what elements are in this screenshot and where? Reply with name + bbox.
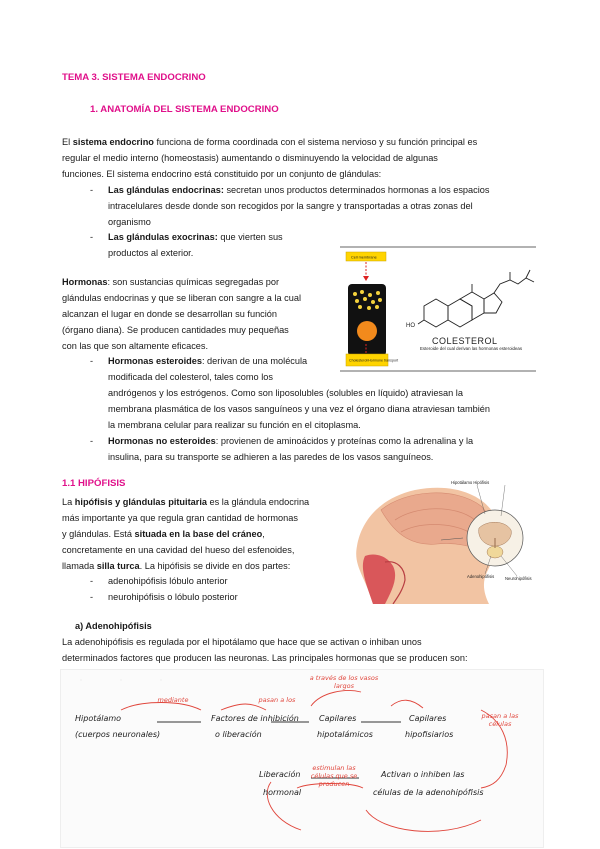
bullet-adeno: adenohipófisis lóbulo anterior <box>108 576 228 586</box>
bullet-endocrinas <box>108 182 518 230</box>
text-line: funciones. El sistema endocrino está constituido por un conjunto de glándulas: <box>62 169 382 179</box>
notes-arrows <box>61 670 545 849</box>
bullet-dash: - <box>90 436 94 446</box>
text-line: glándulas endocrinas y que se liberan con sangre a la cual <box>62 293 302 303</box>
text-line: andrógenos y los estrógenos. Como son liposolubles (solubles en líquido) atraviesan la <box>108 388 463 398</box>
text-line: regular el medio interno (homeostasis) aumentando o disminuyendo la velocidad de algunas <box>62 153 438 163</box>
text-line: alcanzan el lugar en donde se desarrollan su función <box>62 309 278 319</box>
bullet-dash: - <box>90 232 94 242</box>
note-hipotalamo: Hipotálamo <box>75 714 122 723</box>
text: secretan unos productos determinados hormonas a los espacios <box>223 185 490 195</box>
head-label-left: Adenohipófisis <box>467 574 495 579</box>
text-line: (órgano diana). Se producen cantidades muy pequeñas <box>62 325 289 335</box>
note-hipotalamo-sub: (cuerpos neuronales) <box>75 730 161 739</box>
bullet-no-esteroides <box>108 433 528 465</box>
note-activan: Activan o inhiben las <box>381 770 465 779</box>
hormonas-paragraph <box>62 274 342 354</box>
text: funciona de forma coordinada con el sistema nervioso y su función principal es <box>153 137 478 147</box>
head-figure <box>345 476 541 604</box>
ho-label: HO <box>406 323 415 329</box>
bullet-dash: - <box>90 185 94 195</box>
text-line: más importante ya que regula gran cantidad de hormonas <box>62 513 298 523</box>
note-mediante: mediante <box>157 696 189 704</box>
text: : derivan de una molécula <box>201 356 308 366</box>
text-bold: situada en la base del cráneo <box>134 529 263 539</box>
note-pasan2: pasan a las células <box>481 712 519 728</box>
note-capilares1-sub: hipotalámicos <box>317 730 373 739</box>
text: , <box>262 529 265 539</box>
text: llamada <box>62 561 97 571</box>
note-factores-sub: o liberación <box>215 730 262 739</box>
handwritten-notes <box>60 669 544 848</box>
colesterol-caption: Esteroide del cual derivan las hormonas esteroideas <box>420 346 523 351</box>
text-bold: Las glándulas endocrinas: <box>108 185 224 195</box>
bullet-dash: - <box>90 576 94 586</box>
hipofisis-paragraph <box>62 494 352 574</box>
text: . La hipófisis se divide en dos partes: <box>139 561 291 571</box>
text-bold: hipófisis y glándulas pituitaria <box>74 497 207 507</box>
doc-title: TEMA 3. SISTEMA ENDOCRINO <box>62 72 206 83</box>
note-estimulan: estimulan las células que se producen <box>310 764 358 788</box>
note-liberacion: Liberación <box>259 770 301 779</box>
text-line: con las que son altamente eficaces. <box>62 341 209 351</box>
text-line: insulina, para su transporte se adhieren a las paredes de los vasos sanguíneos. <box>108 452 434 462</box>
text-bold: Hormonas esteroides <box>108 356 202 366</box>
note-pasan: pasan a los <box>258 696 296 704</box>
intro-paragraph <box>62 134 542 182</box>
head-label-right: Neurohipófisis <box>505 576 532 581</box>
head-label-top: Hipotálamo Hipófisis <box>451 480 490 485</box>
text-bold: silla turca <box>96 561 140 571</box>
hipofisis-heading: 1.1 HIPÓFISIS <box>62 478 126 489</box>
bullet-exocrinas <box>108 229 328 261</box>
text-line: determinados factores que producen las neuronas. Las principales hormonas que se producen son: <box>62 653 468 663</box>
text-line: La adenohipófisis es regulada por el hipotálamo que hace que se activan o inhiban unos <box>62 637 422 647</box>
adeno-heading: a) Adenohipófisis <box>75 621 152 631</box>
text: El <box>62 137 73 147</box>
text: que vierten sus <box>217 232 283 242</box>
text: : son sustancias químicas segregadas por <box>107 277 280 287</box>
text-line: organismo <box>108 217 151 227</box>
text-bold: Hormonas <box>62 277 108 287</box>
note-atraves: a través de los vasos largos <box>309 674 379 690</box>
steroid-rings <box>418 270 534 327</box>
text: : provienen de aminoácidos y proteínas como la adrenalina y la <box>215 436 474 446</box>
text-line: membrana plasmática de los vasos sanguíneos y una vez el órgano diana atraviesan también <box>108 404 491 414</box>
bullet-esteroides <box>108 353 528 433</box>
text-line: modificada del colesterol, tales como los <box>108 372 273 382</box>
text: La <box>62 497 75 507</box>
text-bold: Las glándulas exocrinas: <box>108 232 218 242</box>
bullet-dash: - <box>90 592 94 602</box>
text: y glándulas. Está <box>62 529 135 539</box>
text-line: intracelulares desde donde son recogidos por la sangre y transportadas a otras zonas del <box>108 201 473 211</box>
bullet-neuro: neurohipófisis o lóbulo posterior <box>108 592 238 602</box>
note-factores: Factores de inhibición <box>211 714 299 723</box>
text-line: la membrana celular para realizar su función en el citoplasma. <box>108 420 361 430</box>
cell-bottom-label: Cholesterol/Hormone transport <box>349 358 399 363</box>
bullet-dash: - <box>90 356 94 366</box>
text-line: concretamente en una cavidad del hueso del esfenoides, <box>62 545 295 555</box>
section-heading: 1. ANATOMÍA DEL SISTEMA ENDOCRINO <box>90 104 279 115</box>
note-liberacion-sub: hormonal <box>263 788 302 797</box>
colesterol-label: COLESTEROL <box>432 336 498 346</box>
text: es la glándula endocrina <box>207 497 310 507</box>
note-capilares2-sub: hipofisiarios <box>405 730 454 739</box>
pituitary-diagram <box>345 476 541 604</box>
text-line: productos al exterior. <box>108 248 194 258</box>
note-capilares2: Capilares <box>409 714 447 723</box>
cell-top-label: Cell membrane <box>351 255 377 260</box>
adeno-paragraph <box>62 634 552 666</box>
text-bold: Hormonas no esteroides <box>108 436 216 446</box>
note-capilares1: Capilares <box>319 714 357 723</box>
note-activan-sub: células de la adenohipófisis <box>373 788 484 797</box>
text-bold: sistema endocrino <box>72 137 154 147</box>
